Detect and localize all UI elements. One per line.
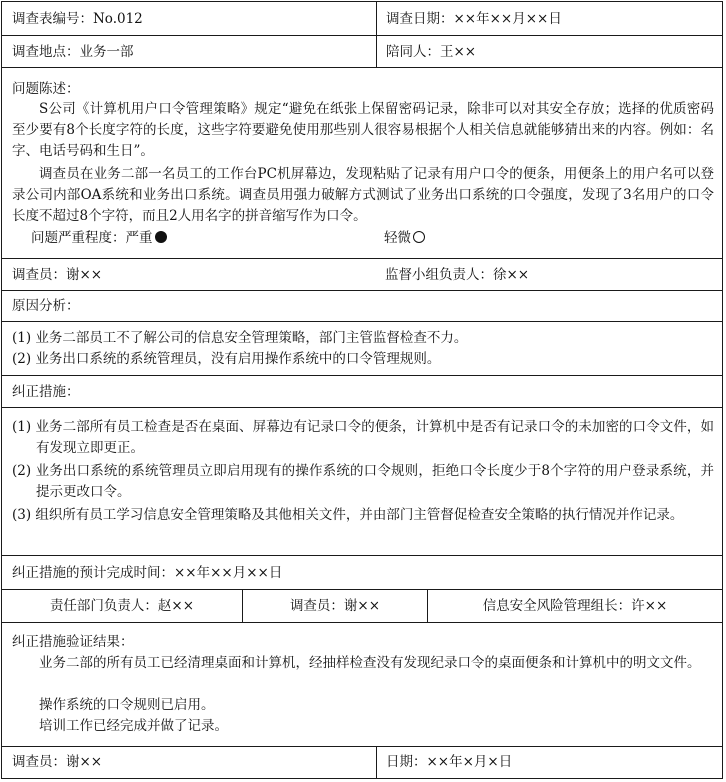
expected-time-row [2,556,722,590]
severity-label: 问题严重程度：严重 [31,230,153,246]
signature-investigator: 调查员：谢×× [289,598,381,614]
correction-heading-row [2,376,722,408]
minor-empty-circle-icon [413,231,425,243]
signatures-row [2,590,722,623]
investigator-row [2,259,722,291]
companion: 陪同人：王×× [386,44,477,60]
correction-heading: 纠正措施： [12,384,80,400]
footer-date: 日期：××年×月×日 [386,754,513,770]
verification-line-1: 业务二部的所有员工已经清理桌面和计算机，经抽样检查没有发现纪录口令的桌面便条和计算机中的明文文件。 [39,655,701,671]
cause-heading-row [2,291,722,322]
expected-time: 纠正措施的预计完成时间：××年××月××日 [12,565,283,581]
footer-date-cell [376,747,722,778]
dept-head-cell [2,590,242,622]
verification-line-2: 操作系统的口令规则已启用。 [39,697,215,713]
survey-date: 调查日期：××年××月××日 [386,11,562,27]
footer-row [2,747,722,778]
severe-filled-circle-icon [155,231,167,243]
location-cell [2,36,376,67]
supervisor: 监督小组负责人：徐×× [385,267,530,283]
survey-number: 调查表编号：No.012 [12,11,143,27]
verification-heading: 纠正措施验证结果： [12,634,134,650]
survey-form [1,1,723,779]
header-row [2,2,722,36]
location-row [2,36,722,68]
investigator: 调查员：谢×× [12,267,103,283]
verification-row [2,623,722,747]
correction-item-3: (3) 组织所有员工学习信息安全管理策略及其他相关文件，并由部门主管督促检查安全策略的执行情况并作记录。 [12,507,684,523]
problem-paragraph-1: S公司《计算机用户口令管理策略》规定“避免在纸张上保留密码记录，除非可以对其安全存放；选择的优质密码至少要有8个长度字符的长度，这些字符要避免使用那些别人很容易根据个人相关信息就能够猜出来的内容。例如：名字、电话号码和生日”。 [12,101,714,159]
risk-leader-cell [427,590,722,622]
cause-item-1: (1) 业务二部员工不了解公司的信息安全管理策略，部门主管监督检查不力。 [12,330,468,346]
severity-severe [31,228,167,248]
footer-investigator: 调查员：谢×× [12,754,103,770]
companion-cell [376,36,722,67]
problem-row [2,68,722,259]
cause-heading: 原因分析： [12,298,80,314]
survey-location: 调查地点：业务一部 [12,44,134,60]
cause-items-row [2,322,722,376]
correction-item-1: (1) 业务二部所有员工检查是否在桌面、屏幕边有记录口令的便条，计算机中是否有记录口令的未加密的口令文件，如有发现立即更正。 [12,419,714,456]
severity-minor [384,228,425,248]
cause-item-2: (2) 业务出口系统的系统管理员，没有启用操作系统中的口令管理规则。 [12,351,441,367]
correction-items-row [2,408,722,556]
correction-item-2: (2) 业务出口系统的系统管理员立即启用现有的操作系统的口令规则，拒绝口令长度少于8个字符的用户登录系统，并提示更改口令。 [12,463,714,500]
problem-heading: 问题陈述： [12,81,80,97]
verification-line-3: 培训工作已经完成并做了记录。 [39,718,228,734]
minor-label: 轻微 [384,230,411,246]
signature-investigator-cell [242,590,427,622]
problem-paragraph-2: 调查员在业务二部一名员工的工作台PC机屏幕边，发现粘贴了记录有用户口令的便条，用便条上的用户名可以登录公司内部OA系统和业务出口系统。调查员用强力破解方式测试了业务出口系统的口令强度，发现了3名用户的口令长度不超过8个字符，而且2人用名字的拼音缩写作为口令。 [12,166,714,224]
dept-head: 责任部门负责人：赵×× [49,598,195,614]
footer-investigator-cell [2,747,376,778]
risk-leader: 信息安全风险管理组长：许×× [482,598,668,614]
survey-number-cell [2,2,376,35]
survey-date-cell [376,2,722,35]
